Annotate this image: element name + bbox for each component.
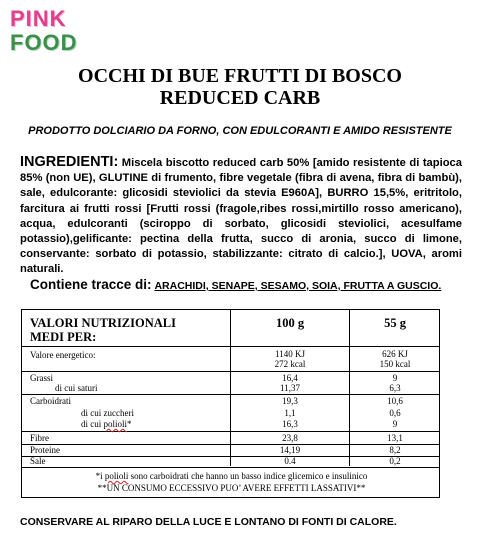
table-divider <box>22 467 439 468</box>
polyols-55g: 9 <box>392 419 398 429</box>
carbohydrates-label: Carboidrati <box>30 396 71 406</box>
fat-55g: 9 <box>392 373 398 383</box>
product-subtitle-reduced-carb: REDUCED CARB <box>159 87 321 109</box>
table-divider <box>22 431 439 432</box>
allergen-traces <box>30 278 450 293</box>
sugars-100g: 1,1 <box>284 408 296 418</box>
energy-label: Valore energetico: <box>30 350 96 360</box>
nutrition-header-label: VALORI NUTRIZIONALI <box>30 316 176 330</box>
saturated-fat-55g: 6,3 <box>389 383 401 393</box>
energy-100g-kcal: 272 kcal <box>274 359 306 369</box>
sugars-label: di cui zuccheri <box>81 408 134 418</box>
column-header-55g: 55 g <box>384 316 406 330</box>
traces-label: Contiene tracce di: <box>30 277 152 292</box>
storage-instructions: CONSERVARE AL RIPARO DELLA LUCE E LONTANO DI FONTI DI CALORE. <box>20 516 397 528</box>
fibre-55g: 13,1 <box>387 433 403 443</box>
carbohydrates-100g: 19,3 <box>282 396 298 406</box>
salt-55g: 0,2 <box>389 456 401 466</box>
salt-100g: 0.4 <box>284 456 296 466</box>
protein-100g: 14,19 <box>279 445 301 455</box>
fat-label: Grassi <box>30 373 53 383</box>
saturated-fat-100g: 11,37 <box>280 383 300 393</box>
logo-line-food: FOOD <box>10 30 78 55</box>
product-title: OCCHI DI BUE FRUTTI DI BOSCO <box>78 65 402 87</box>
sugars-55g: 0,6 <box>389 408 401 418</box>
polyols-label: di cui polioli* <box>81 419 132 429</box>
ingredients-label: INGREDIENTI: <box>20 154 119 170</box>
nutrition-table <box>21 309 440 498</box>
fat-100g: 16,4 <box>282 373 298 383</box>
energy-55g-kcal: 150 kcal <box>379 359 411 369</box>
polyols-footnote: *i polioli sono carboidrati che hanno un basso indice glicemico e insulinico <box>95 471 368 481</box>
table-divider <box>22 371 439 372</box>
logo-line-pink: PINK <box>10 6 67 31</box>
energy-55g-kj: 626 KJ <box>382 349 408 359</box>
column-header-100g: 100 g <box>275 316 305 330</box>
fibre-label: Fibre <box>30 433 49 443</box>
protein-55g: 8,2 <box>389 445 401 455</box>
nutrition-header-label-per: MEDI PER: <box>30 330 97 344</box>
ingredients-text: Miscela biscotto reduced carb 50% [amido resistente di tapioca 85% (non UE), GLUTINE di frumento, fibre vegetale (fibra di avena, fibra di bambù), sale, edulcorante: glicosidi steviolici da stevia E960A], BURRO 15,5%, eritritolo, farcitura ai frutti rossi [Frutti rossi (fragole,ribes rossi,mirtillo rosso americano), acqua, edulcoranti (sciroppo di sorbato, glicosidi steviolici, acesulfame potassio),gelificante: pectina della frutta, succo di aronia, succo di limone, conservante: sorbato di potassio, stabilizzante: citrato di calcio.], UOVA, aromi naturali. <box>20 157 462 276</box>
table-divider <box>22 394 439 395</box>
protein-label: Proteine <box>30 445 60 455</box>
saturated-fat-label: di cui saturi <box>55 383 98 393</box>
ingredients-section <box>20 155 462 278</box>
brand-logo <box>10 8 110 56</box>
salt-label: Sale <box>30 456 46 466</box>
fibre-100g: 23,8 <box>282 433 298 443</box>
table-divider <box>22 346 439 347</box>
product-description: PRODOTTO DOLCIARIO DA FORNO, CON EDULCORANTI E AMIDO RESISTENTE <box>28 125 452 137</box>
carbohydrates-55g: 10,6 <box>387 396 403 406</box>
laxative-warning: **UN CONSUMO ECCESSIVO PUO’ AVERE EFFETTI LASSATIVI** <box>97 483 366 493</box>
traces-text: ARACHIDI, SENAPE, SESAMO, SOIA, FRUTTA A GUSCIO. <box>154 280 442 292</box>
energy-100g-kj: 1140 KJ <box>275 349 305 359</box>
polyols-100g: 16,3 <box>282 419 298 429</box>
